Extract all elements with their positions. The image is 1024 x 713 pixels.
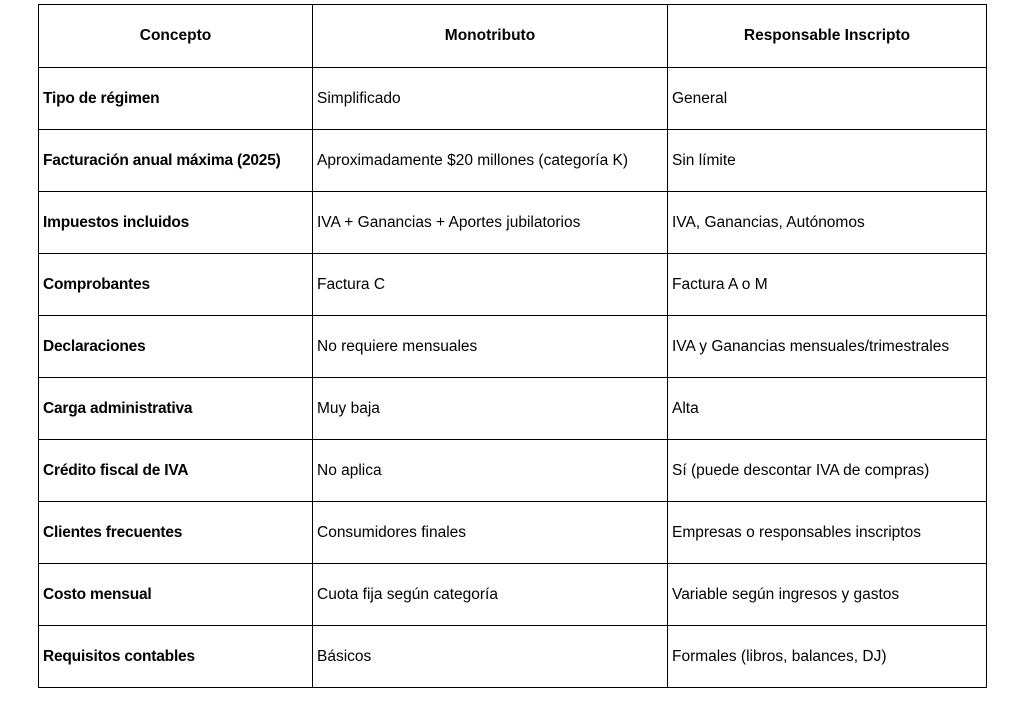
row-concept: Comprobantes <box>39 254 313 316</box>
table-row <box>39 192 987 254</box>
row-responsable-value: General <box>668 68 987 130</box>
row-concept: Requisitos contables <box>39 626 313 688</box>
row-monotributo-value: Simplificado <box>313 68 668 130</box>
row-responsable-value: Empresas o responsables inscriptos <box>668 502 987 564</box>
row-concept: Carga administrativa <box>39 378 313 440</box>
row-responsable-value: IVA y Ganancias mensuales/trimestrales <box>668 316 987 378</box>
header-responsable-inscripto: Responsable Inscripto <box>668 5 987 68</box>
table-row <box>39 316 987 378</box>
table-row <box>39 440 987 502</box>
row-monotributo-value: Cuota fija según categoría <box>313 564 668 626</box>
row-monotributo-value: Muy baja <box>313 378 668 440</box>
row-responsable-value: Formales (libros, balances, DJ) <box>668 626 987 688</box>
row-concept: Declaraciones <box>39 316 313 378</box>
table-row <box>39 254 987 316</box>
row-monotributo-value: Factura C <box>313 254 668 316</box>
row-concept: Facturación anual máxima (2025) <box>39 130 313 192</box>
row-monotributo-value: IVA + Ganancias + Aportes jubilatorios <box>313 192 668 254</box>
row-monotributo-value: No requiere mensuales <box>313 316 668 378</box>
row-responsable-value: Alta <box>668 378 987 440</box>
table-header-row <box>39 5 987 68</box>
header-monotributo: Monotributo <box>313 5 668 68</box>
table-row <box>39 564 987 626</box>
row-concept: Crédito fiscal de IVA <box>39 440 313 502</box>
table-row <box>39 626 987 688</box>
row-responsable-value: IVA, Ganancias, Autónomos <box>668 192 987 254</box>
header-concepto: Concepto <box>39 5 313 68</box>
row-responsable-value: Sí (puede descontar IVA de compras) <box>668 440 987 502</box>
row-monotributo-value: No aplica <box>313 440 668 502</box>
table-row <box>39 68 987 130</box>
comparison-table <box>38 4 987 688</box>
row-concept: Clientes frecuentes <box>39 502 313 564</box>
row-concept: Costo mensual <box>39 564 313 626</box>
row-monotributo-value: Aproximadamente $20 millones (categoría K) <box>313 130 668 192</box>
table-row <box>39 378 987 440</box>
row-monotributo-value: Básicos <box>313 626 668 688</box>
table-row <box>39 502 987 564</box>
row-responsable-value: Variable según ingresos y gastos <box>668 564 987 626</box>
table-row <box>39 130 987 192</box>
row-responsable-value: Sin límite <box>668 130 987 192</box>
row-concept: Tipo de régimen <box>39 68 313 130</box>
row-responsable-value: Factura A o M <box>668 254 987 316</box>
row-monotributo-value: Consumidores finales <box>313 502 668 564</box>
row-concept: Impuestos incluidos <box>39 192 313 254</box>
